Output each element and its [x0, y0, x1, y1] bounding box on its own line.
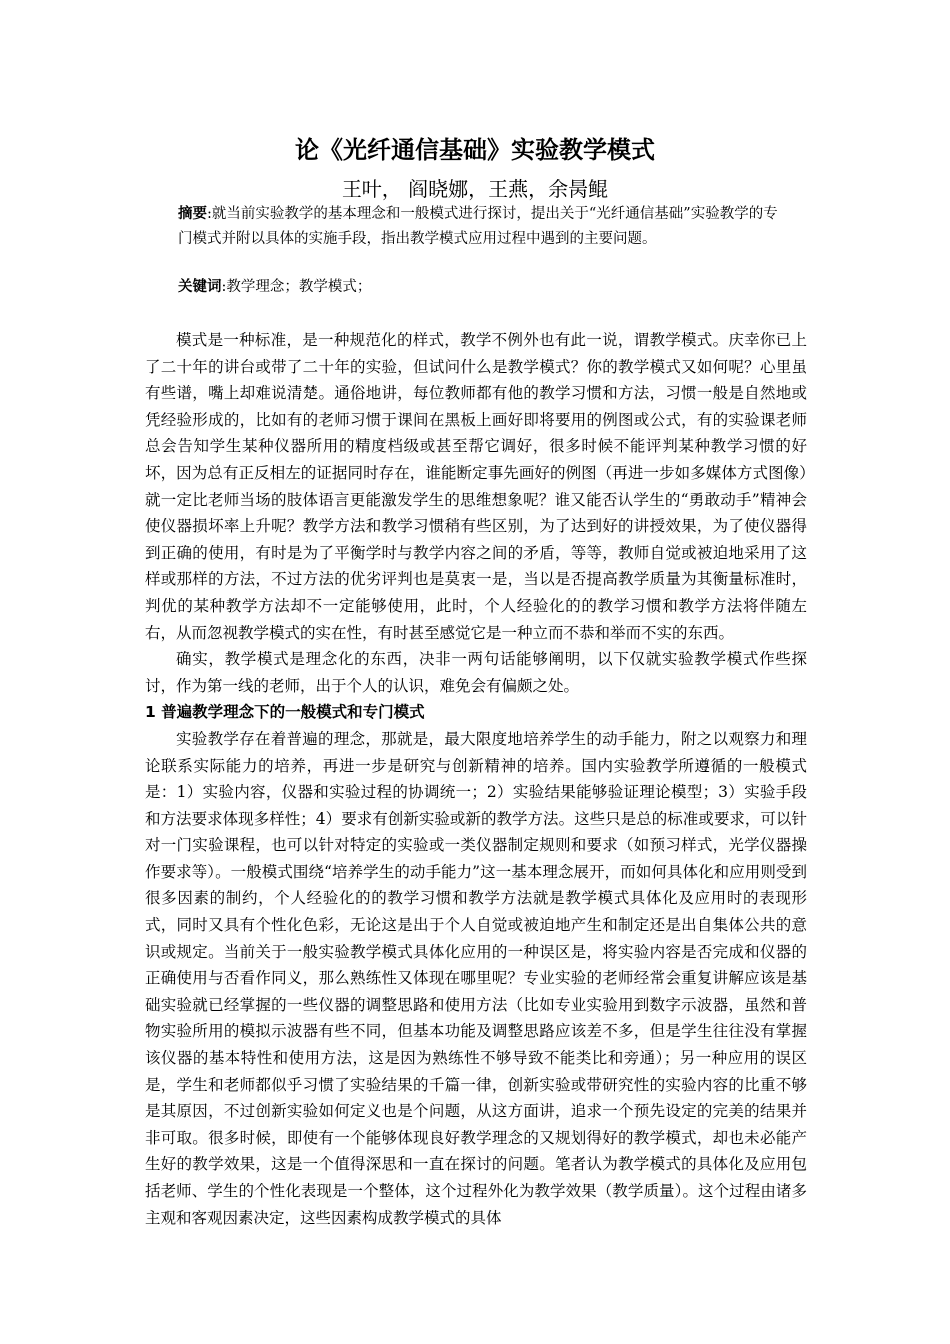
body-paragraph: 实验教学存在着普遍的理念，那就是，最大限度地培养学生的动手能力，附之以观察力和理论联系实际能力的培养，再进一步是研究与创新精神的培养。国内实验教学所遵循的一般模式是：1）实验内容，仪器和实验过程的协调统一；2）实验结果能够验证理论模型；3）实验手段和方法要求体现多样性；4）要求有创新实验或新的教学方法。这些只是总的标准或要求，可以针对一门实验课程，也可以针对特定的实验或一类仪器制定规则和要求（如预习样式，光学仪器操作要求等）。一般模式围绕“培养学生的动手能力”这一基本理念展开，而如何具体化和应用则受到很多因素的制约，个人经验化的的教学习惯和教学方法就是教学模式具体化及应用时的表现形式，同时又具有个性化色彩，无论这是出于个人自觉或被迫地产生和制定还是出自集体公共的意识或规定。当前关于一般实验教学模式具体化应用的一种误区是，将实验内容是否完成和仪器的正确使用与否看作同义，那么熟练性又体现在哪里呢？专业实验的老师经常会重复讲解应该是基础实验就已经掌握的一些仪器的调整思路和使用方法（比如专业实验用到数字示波器，虽然和普物实验所用的模拟示波器有些不同，但基本功能及调整思路应该差不多，但是学生往往没有掌握该仪器的基本特性和使用方法，这是因为熟练性不够导致不能类比和旁通）；另一种应用的误区是，学生和老师都似乎习惯了实验结果的千篇一律，创新实验或带研究性的实验内容的比重不够是其原因，不过创新实验如何定义也是个问题，从这方面讲，追求一个预先设定的完美的结果并非可取。很多时候，即使有一个能够体现良好教学理念的又规划得好的教学模式，却也未必能产生好的教学效果，这是一个值得深思和一直在探讨的问题。笔者认为教学模式的具体化及应用包括老师、学生的个性化表现是一个整体，这个过程外化为教学效果（教学质量）。这个过程由诸多主观和客观因素决定，这些因素构成教学模式的具体	[145, 729, 807, 1227]
abstract-text: :就当前实验教学的基本理念和一般模式进行探讨，提出关于“光纤通信基础”实验教学的专门模式并附以具体的实施手段，指出教学模式应用过程中遇到的主要问题。	[178, 206, 778, 247]
body-paragraph: 模式是一种标准，是一种规范化的样式，教学不例外也有此一说，谓教学模式。庆幸你已上了二十年的讲台或带了二十年的实验，但试问什么是教学模式？你的教学模式又如何呢？心里虽有些谱，嘴上却难说清楚。通俗地讲，每位教师都有他的教学习惯和方法，习惯一般是自然地或凭经验形成的，比如有的老师习惯于课间在黑板上画好即将要用的例图或公式，有的实验课老师总会告知学生某种仪器所用的精度档级或甚至帮它调好，很多时候不能评判某种教学习惯的好坏，因为总有正反相左的证据同时存在，谁能断定事先画好的例图（再进一步如多媒体方式图像）就一定比老师当场的肢体语言更能激发学生的思维想象呢？谁又能否认学生的“勇敢动手”精神会使仪器损坏率上升呢？教学方法和教学习惯稍有些区别，为了达到好的讲授效果，为了使仪器得到正确的使用，有时是为了平衡学时与教学内容之间的矛盾，等等，教师自觉或被迫地采用了这样或那样的方法，不过方法的优劣评判也是莫衷一是，当以是否提高教学质量为其衡量标准时，判优的某种教学方法却不一定能够使用，此时，个人经验化的的教学习惯和教学方法将伴随左右，从而忽视教学模式的实在性，有时甚至感觉它是一种立而不恭和举而不实的东西。	[145, 331, 807, 642]
body-paragraph: 确实，教学模式是理念化的东西，决非一两句话能够阐明，以下仅就实验教学模式作些探讨，作为第一线的老师，出于个人的认识，难免会有偏颇之处。	[145, 650, 807, 695]
paper-authors: 王叶， 阎晓娜，王燕，余昺鲲	[341, 177, 609, 201]
keywords-text: :教学理念；教学模式；	[221, 279, 372, 295]
section-heading: 1 普遍教学理念下的一般模式和专门模式	[145, 703, 425, 722]
paper-title: 论《光纤通信基础》实验教学模式	[295, 136, 655, 164]
keywords-label: 关键词	[178, 279, 222, 295]
abstract-label: 摘要	[178, 206, 207, 222]
paper-body	[145, 327, 807, 1231]
keywords	[178, 275, 788, 300]
abstract	[178, 202, 788, 251]
